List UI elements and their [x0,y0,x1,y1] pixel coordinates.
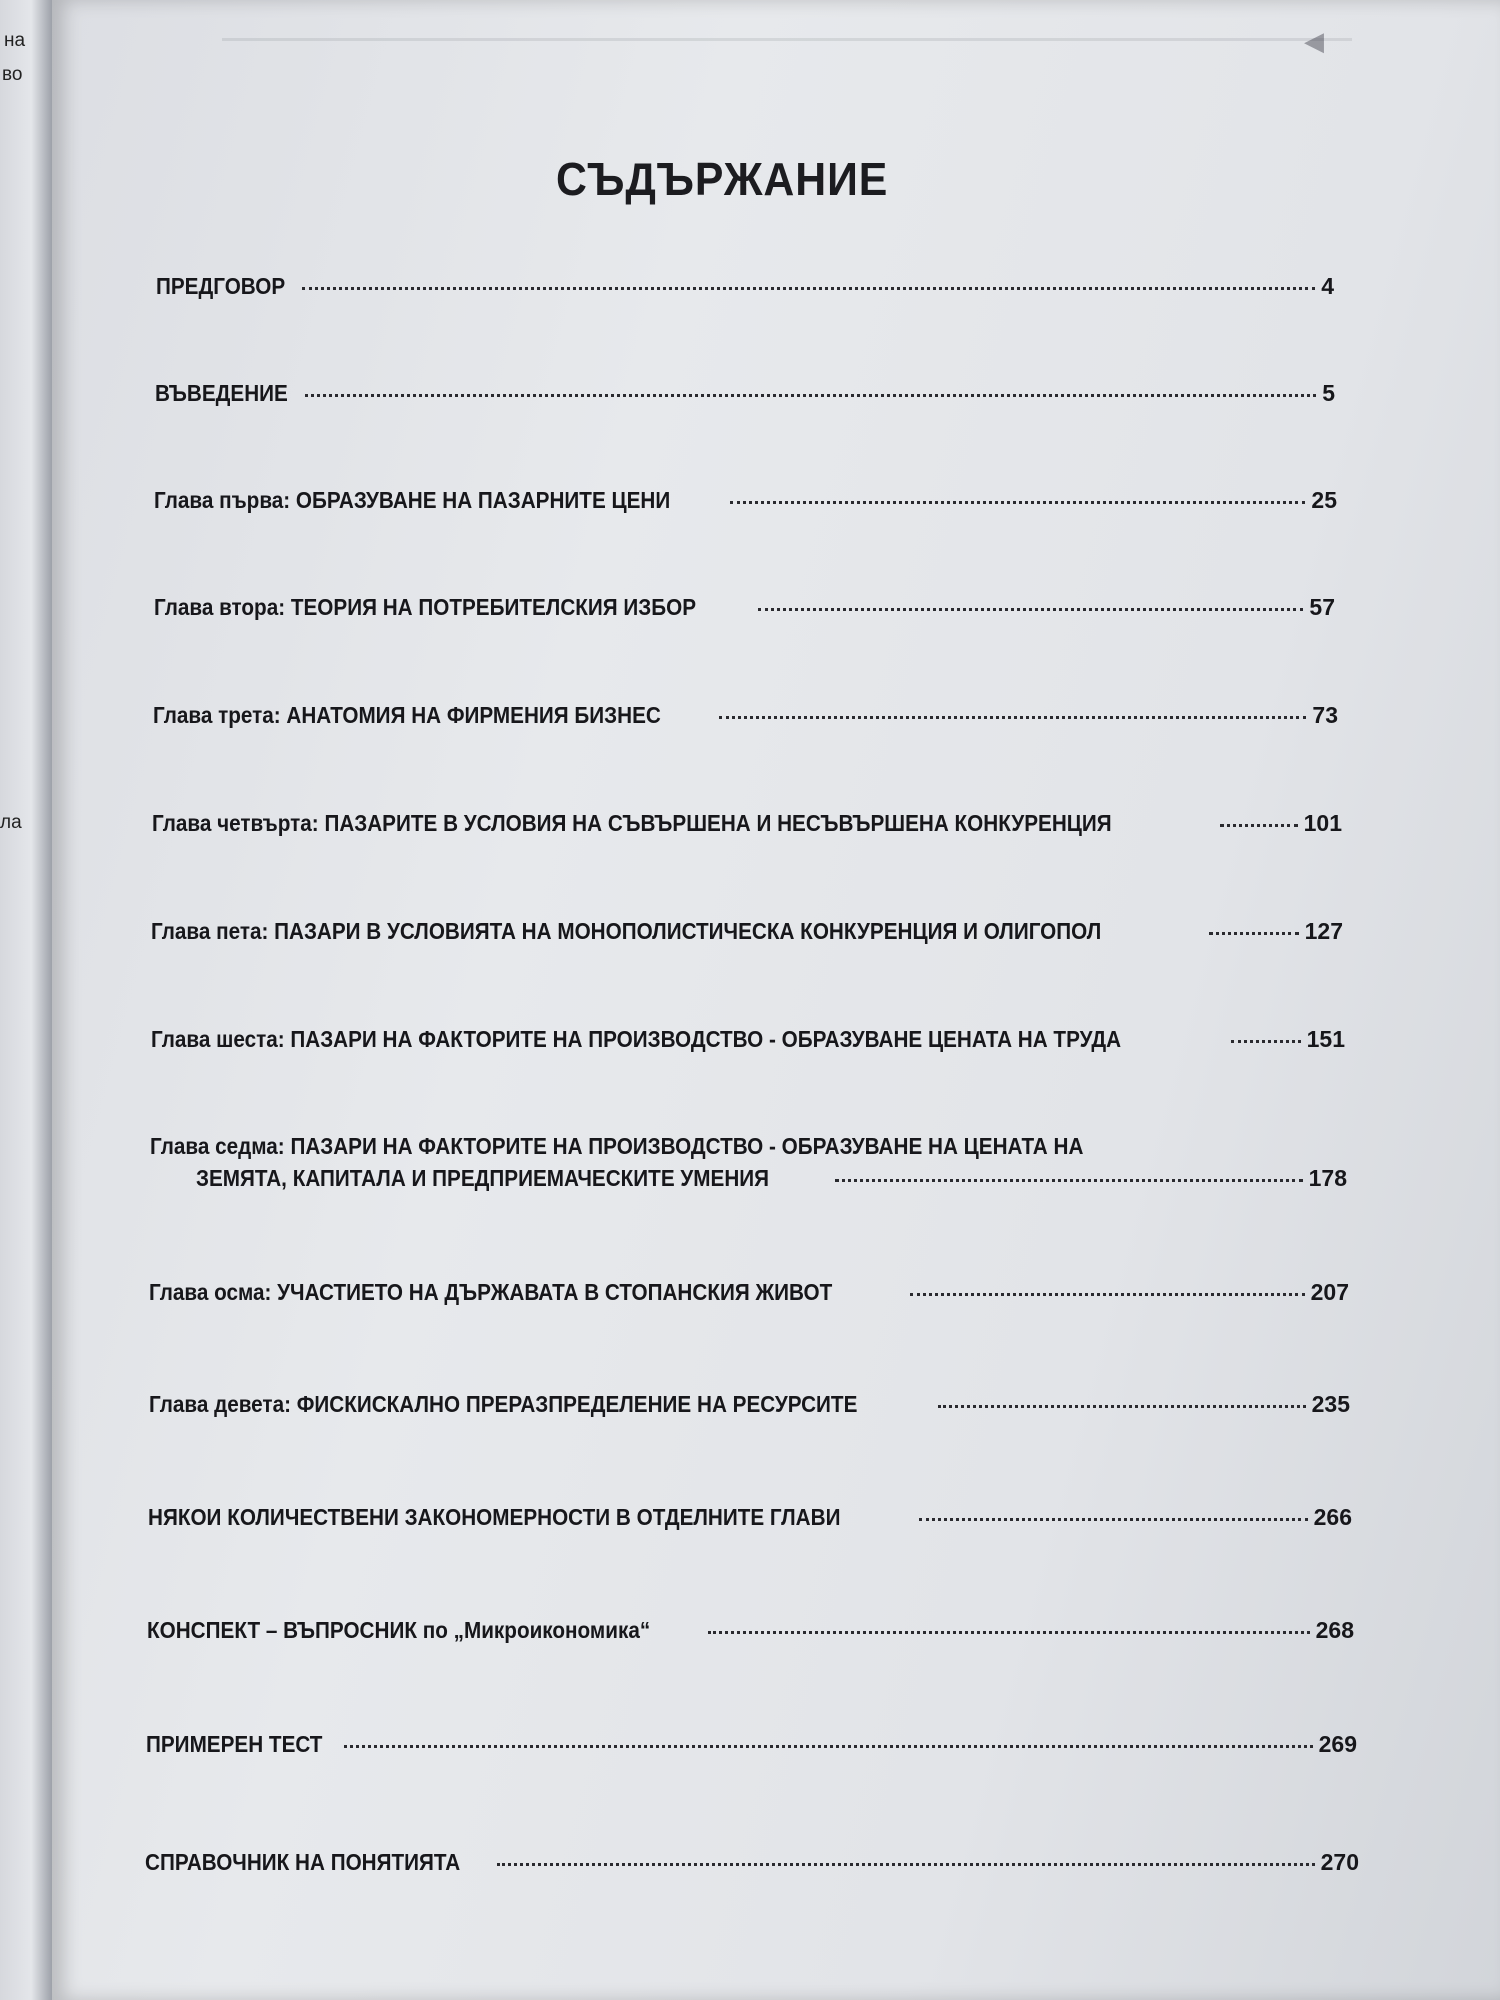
toc-entry-label: ПРЕДГОВОР [156,273,286,299]
toc-entry-page: 151 [1306,1026,1345,1052]
dot-leader [497,1863,1314,1866]
toc-entry-label: Глава четвърта: ПАЗАРИТЕ В УСЛОВИЯ НА СЪВЪРШЕНА И НЕСЪВЪРШЕНА КОНКУРЕНЦИЯ [152,810,1112,836]
dot-leader [758,608,1303,611]
toc-entry-chapter-9[interactable] [149,1391,1350,1418]
dot-leader [1231,1040,1301,1043]
left-page-fragment: ла [0,812,22,833]
toc-entry-label-continuation: ЗЕМЯТА, КАПИТАЛА И ПРЕДПРИЕМАЧЕСКИТЕ УМЕНИЯ [196,1165,770,1191]
toc-entry-label: Глава седма: ПАЗАРИ НА ФАКТОРИТЕ НА ПРОИЗВОДСТВО - ОБРАЗУВАНЕ НА ЦЕНАТА НА [150,1133,1084,1159]
toc-entry-page: 57 [1309,594,1335,620]
toc-entry-page: 235 [1311,1391,1350,1417]
toc-entry-page: 266 [1313,1504,1352,1530]
dot-leader [305,394,1317,397]
toc-entry-label: НЯКОИ КОЛИЧЕСТВЕНИ ЗАКОНОМЕРНОСТИ В ОТДЕЛНИТЕ ГЛАВИ [148,1504,841,1530]
toc-entry-label: Глава трета: АНАТОМИЯ НА ФИРМЕНИЯ БИЗНЕС [153,702,661,728]
dot-leader [344,1745,1313,1748]
toc-entry-page: 25 [1311,487,1337,513]
toc-entry-label: КОНСПЕКТ – ВЪПРОСНИК по „Микроикономика“ [147,1617,651,1643]
page-corner-mark: ◀ [1304,26,1324,56]
toc-entry-page: 5 [1322,380,1335,406]
toc-entry-chapter-1[interactable] [154,487,1337,514]
toc-entry-page: 178 [1308,1165,1347,1191]
toc-entry-label: Глава първа: ОБРАЗУВАНЕ НА ПАЗАРНИТЕ ЦЕНИ [154,487,671,513]
toc-entry-label: СПРАВОЧНИК НА ПОНЯТИЯТА [145,1849,461,1875]
dot-leader [708,1631,1310,1634]
left-page-edge [0,0,52,2000]
toc-entry-label: Глава девета: ФИСКИСКАЛНО ПРЕРАЗПРЕДЕЛЕНИЕ НА РЕСУРСИТЕ [149,1391,858,1417]
toc-entry-label: Глава пета: ПАЗАРИ В УСЛОВИЯТА НА МОНОПОЛИСТИЧЕСКА КОНКУРЕНЦИЯ И ОЛИГОПОЛ [151,918,1102,944]
toc-entry-label: ВЪВЕДЕНИЕ [155,380,288,406]
dot-leader [1209,932,1299,935]
toc-entry-chapter-4[interactable] [152,810,1342,837]
toc-entry-page: 269 [1318,1731,1357,1757]
toc-entry-preface[interactable] [156,273,1334,300]
dot-leader [302,287,1316,290]
toc-entry-continuation [196,1165,1347,1192]
toc-entry-page: 4 [1321,273,1334,299]
bleed-through-header [222,38,1352,41]
toc-entry-page: 101 [1303,810,1342,836]
toc-entry-label-row [150,1133,1347,1165]
toc-entry-label: Глава осма: УЧАСТИЕТО НА ДЪРЖАВАТА В СТОПАНСКИЯ ЖИВОТ [149,1279,833,1305]
toc-entry-quantitative-patterns[interactable] [148,1504,1352,1531]
toc-entry-chapter-6[interactable] [151,1026,1345,1053]
toc-entry-sample-test[interactable] [146,1731,1357,1758]
left-page-fragment: на [4,30,26,51]
book-page [52,0,1500,2000]
toc-entry-label: Глава втора: ТЕОРИЯ НА ПОТРЕБИТЕЛСКИЯ ИЗБОР [154,594,697,620]
toc-entry-chapter-7[interactable] [150,1133,1347,1192]
toc-entry-chapter-8[interactable] [149,1279,1349,1306]
dot-leader [730,501,1306,504]
toc-entry-glossary[interactable] [145,1849,1359,1876]
toc-entry-chapter-3[interactable] [153,702,1338,729]
dot-leader [938,1405,1306,1408]
toc-entry-chapter-2[interactable] [154,594,1335,621]
toc-entry-page: 207 [1310,1279,1349,1305]
dot-leader [910,1293,1304,1296]
toc-entry-page: 270 [1320,1849,1359,1875]
toc-entry-introduction[interactable] [155,380,1335,407]
toc-entry-page: 268 [1315,1617,1354,1643]
dot-leader [919,1518,1307,1521]
toc-entry-page: 127 [1304,918,1343,944]
toc-entry-chapter-5[interactable] [151,918,1343,945]
toc-entry-label: Глава шеста: ПАЗАРИ НА ФАКТОРИТЕ НА ПРОИЗВОДСТВО - ОБРАЗУВАНЕ ЦЕНАТА НА ТРУДА [151,1026,1122,1052]
page-title: СЪДЪРЖАНИЕ [555,153,889,205]
toc-entry-page: 73 [1312,702,1338,728]
dot-leader [835,1179,1303,1182]
dot-leader [719,716,1306,719]
left-page-fragment: во [2,64,23,85]
dot-leader [1220,824,1297,827]
toc-entry-label: ПРИМЕРЕН ТЕСТ [146,1731,323,1757]
toc-entry-syllabus[interactable] [147,1617,1354,1644]
